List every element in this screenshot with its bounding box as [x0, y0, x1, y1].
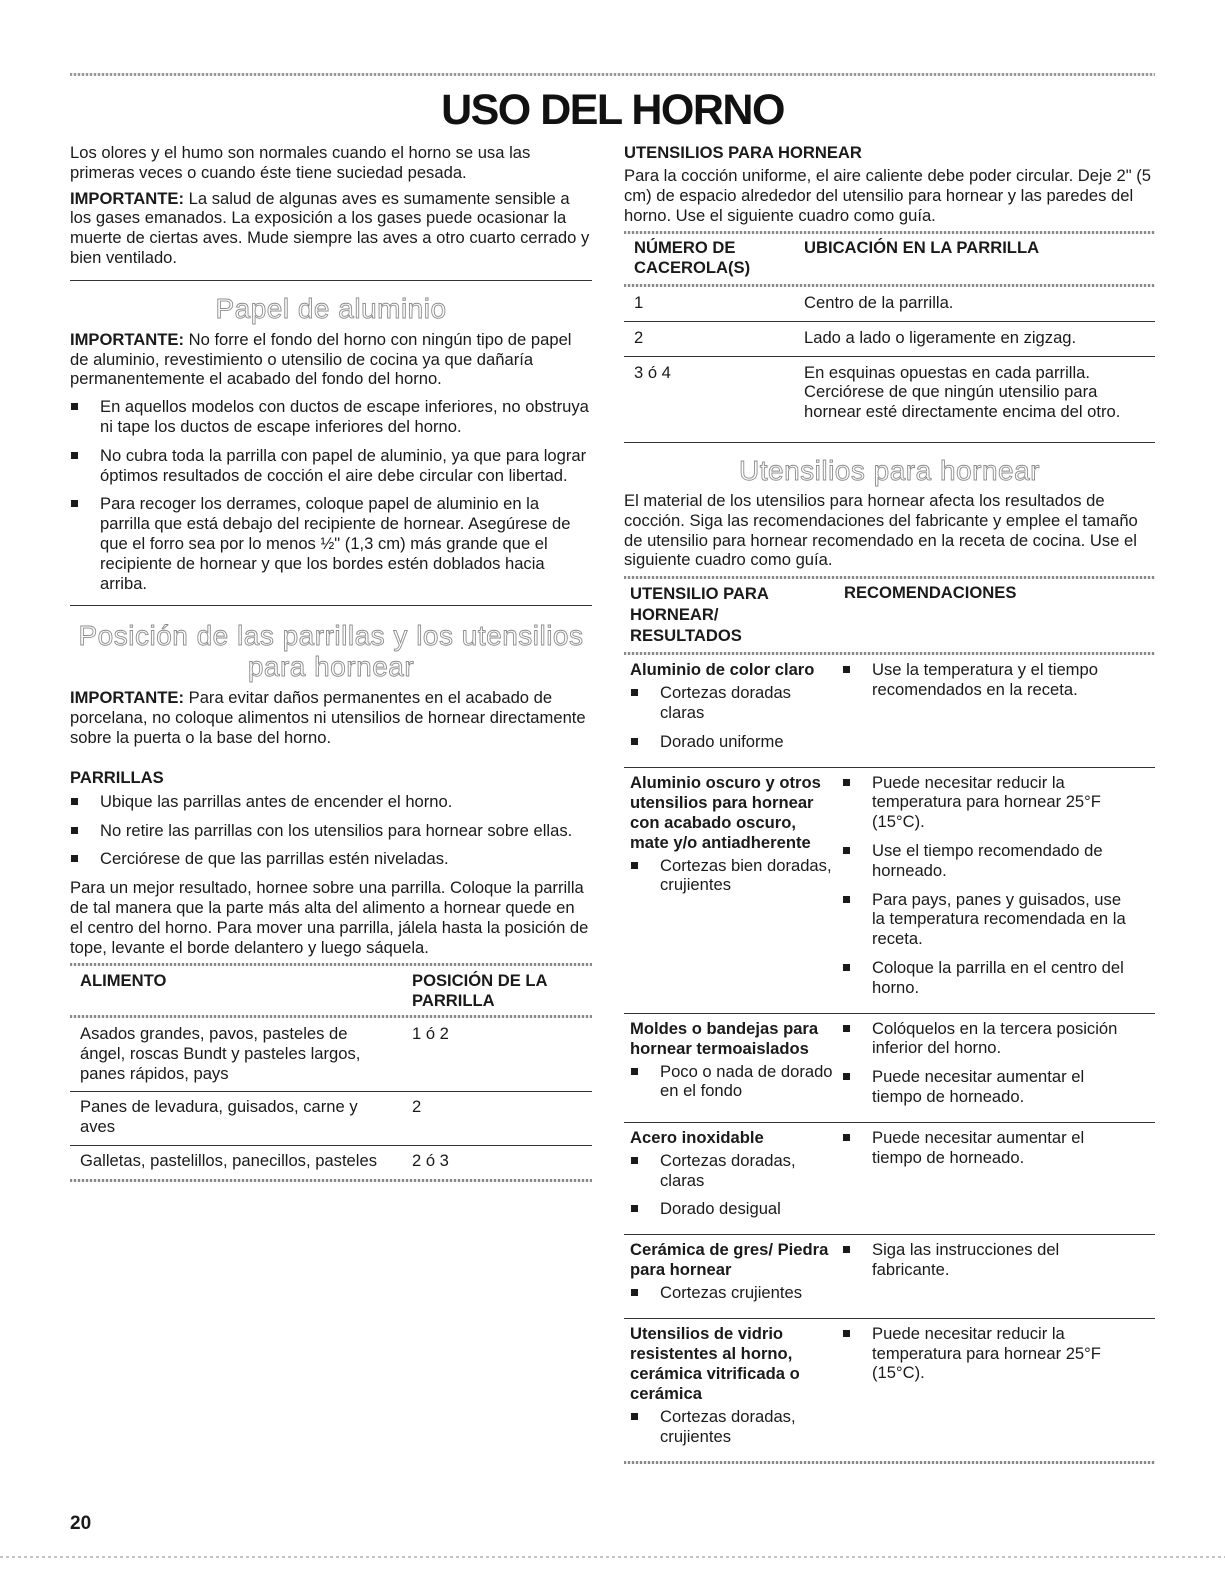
top-dotted-rule — [70, 73, 1155, 76]
list-item: En aquellos modelos con ductos de escape inferiores, no obstruya ni tape los ductos de escape inferiores del horno. — [70, 397, 592, 437]
list-item: Siga las instrucciones del fabricante. — [842, 1240, 1135, 1280]
table-cell: 2 — [412, 1097, 422, 1117]
table-row — [624, 655, 1155, 767]
list-item: Puede necesitar reducir la temperatura para hornear 25°F (15°C). — [842, 773, 1135, 832]
recommendations-list — [842, 660, 1135, 700]
bakeware-table — [624, 579, 1155, 1461]
table-header-cell: POSICIÓN DE LA PARRILLA — [412, 971, 547, 1011]
table-header-cell: NÚMERO DE CACEROLA(S) — [634, 238, 751, 278]
recommendations-list — [842, 1019, 1135, 1107]
list-item: Use la temperatura y el tiempo recomendados en la receta. — [842, 660, 1135, 700]
racks-important-paragraph — [70, 688, 592, 747]
table-row — [624, 287, 1155, 321]
results-list — [630, 1283, 834, 1303]
table-bottom-rule — [624, 1461, 1155, 1464]
table-row — [624, 1319, 1155, 1462]
table-cell: 2 — [634, 327, 644, 347]
table-header-row — [624, 579, 1155, 652]
list-item: Cortezas doradas, claras — [630, 1151, 834, 1191]
table-header-cell: UBICACIÓN EN LA PARRILLA — [804, 238, 1040, 258]
bakeware-name: Aluminio oscuro y otros utensilios para hornear con acabado oscuro, mate y/o antiadherente — [630, 772, 821, 852]
table-cell: 1 ó 2 — [412, 1023, 449, 1043]
foil-important-paragraph — [70, 330, 592, 389]
list-item: Dorado uniforme — [630, 732, 838, 752]
table-cell: 3 ó 4 — [634, 362, 671, 382]
bakeware-paragraph: El material de los utensilios para hornear afecta los resultados de cocción. Siga las recomendaciones del fabricante y emplee el tamaño de utensilio para hornear recomendado en la receta de cocina. Use el siguiente cuadro como guía. — [624, 490, 1138, 570]
bottom-dotted-rule — [0, 1556, 1225, 1558]
important-label: IMPORTANTE: — [70, 688, 184, 708]
bakeware-name: Acero inoxidable — [630, 1127, 764, 1147]
list-item: Para recoger los derrames, coloque papel de aluminio en la parrilla que está debajo del recipiente de hornear. Asegúrese de que el forro sea por lo menos ½" (1,3 cm) más grande que el recipiente de hornear y que los bordes estén doblados hacia arriba. — [70, 494, 592, 593]
bakeware-name: Cerámica de gres/ Piedra para hornear — [630, 1240, 829, 1280]
table-row — [70, 1018, 592, 1092]
list-item: Para pays, panes y guisados, use la temperatura recomendada en la receta. — [842, 890, 1135, 949]
utensils-paragraph: Para la cocción uniforme, el aire caliente debe poder circular. Deje 2" (5 cm) de espacio alrededor del utensilio para hornear y las paredes del horno. Use el siguiente cuadro como guía. — [624, 166, 1152, 225]
table-header-cell: UTENSILIO PARA HORNEAR/ RESULTADOS — [630, 584, 769, 646]
table-row — [624, 1123, 1155, 1235]
right-column — [624, 143, 1155, 1464]
results-list — [630, 856, 834, 896]
page-title: USO DEL HORNO — [441, 86, 784, 134]
table-header-row — [70, 969, 592, 1015]
table-top-rule — [70, 963, 592, 966]
table-row — [624, 322, 1155, 356]
results-list — [630, 1151, 834, 1219]
section-title-foil: Papel de aluminio — [215, 292, 447, 324]
table-header-cell: ALIMENTO — [80, 971, 167, 991]
table-row — [624, 1235, 1155, 1318]
important-label: IMPORTANTE: — [70, 188, 184, 208]
bakeware-name: Utensilios de vidrio resistentes al horno, cerámica vitrificada o cerámica — [630, 1323, 800, 1403]
utensils-heading: UTENSILIOS PARA HORNEAR — [624, 143, 862, 162]
important-label: IMPORTANTE: — [70, 329, 184, 349]
list-item: Dorado desigual — [630, 1199, 834, 1219]
table-bottom-rule — [70, 1179, 592, 1182]
bakeware-name: Moldes o bandejas para hornear termoaislados — [630, 1018, 819, 1058]
list-item: Poco o nada de dorado en el fondo — [630, 1062, 834, 1102]
results-list — [630, 683, 838, 751]
table-cell: 2 ó 3 — [412, 1150, 449, 1170]
food-rack-table — [70, 969, 592, 1178]
table-row — [70, 1092, 592, 1145]
section-title-bakeware: Utensilios para hornear — [739, 454, 1040, 486]
list-item: Cerciórese de que las parrillas estén niveladas. — [70, 849, 592, 869]
list-item: No retire las parrillas con los utensilios para hornear sobre ellas. — [70, 821, 592, 841]
racks-important-text: Para evitar daños permanentes en el acabado de porcelana, no coloque alimentos ni utensilios de hornear directamente sobre la puerta o la base del horno. — [70, 688, 586, 747]
table-cell: Centro de la parrilla. — [804, 292, 954, 312]
list-item: No cubra toda la parrilla con papel de aluminio, ya que para lograr óptimos resultados de cocción el aire debe circular con libertad. — [70, 446, 592, 486]
list-item: Coloque la parrilla en el centro del horno. — [842, 958, 1135, 998]
table-cell: Galletas, pastelillos, panecillos, pasteles — [80, 1150, 378, 1170]
results-list — [630, 1407, 834, 1447]
list-item: Use el tiempo recomendado de horneado. — [842, 841, 1135, 881]
list-item: Cortezas bien doradas, crujientes — [630, 856, 834, 896]
intro-paragraph: Los olores y el humo son normales cuando el horno se usa las primeras veces o cuando éste tiene suciedad pesada. — [70, 143, 531, 182]
recommendations-list — [842, 1240, 1135, 1280]
table-row — [624, 1014, 1155, 1123]
bakeware-name: Aluminio de color claro — [630, 660, 815, 680]
table-cell: 1 — [634, 292, 644, 312]
parrillas-bullet-list — [70, 792, 592, 869]
list-item: Cortezas doradas claras — [630, 683, 838, 723]
table-cell: Asados grandes, pavos, pasteles de ángel, roscas Bundt y pasteles largos, panes rápidos, pays — [80, 1023, 361, 1083]
parrillas-heading: PARRILLAS — [70, 767, 164, 787]
section-title-racks: Posición de las parrillas y los utensilios para hornear — [78, 620, 584, 683]
foil-important-text: No forre el fondo del horno con ningún tipo de papel de aluminio, revestimiento o utensilio de cocina ya que dañaría permanentemente el acabado del fondo del horno. — [70, 329, 572, 389]
recommendations-list — [842, 1324, 1135, 1383]
table-header-row — [624, 234, 1155, 284]
table-cell: Panes de levadura, guisados, carne y aves — [80, 1097, 358, 1137]
table-row — [70, 1146, 592, 1179]
left-column — [70, 143, 592, 1182]
recommendations-list — [842, 773, 1135, 998]
page-number: 20 — [70, 1513, 92, 1534]
parrillas-paragraph: Para un mejor resultado, hornee sobre una parrilla. Coloque la parrilla de tal manera que la parte más alta del alimento a hornear quede en el centro del horno. Para mover una parrilla, jálela hasta la posición de tope, levante el borde delantero y luego sáquela. — [70, 878, 589, 957]
list-item: Puede necesitar aumentar el tiempo de horneado. — [842, 1067, 1135, 1107]
table-row — [624, 768, 1155, 1013]
list-item: Cortezas doradas, crujientes — [630, 1407, 834, 1447]
recommendations-list — [842, 1128, 1135, 1168]
list-item: Ubique las parrillas antes de encender el horno. — [70, 792, 592, 812]
list-item: Puede necesitar reducir la temperatura para hornear 25°F (15°C). — [842, 1324, 1135, 1383]
list-item: Colóquelos en la tercera posición inferior del horno. — [842, 1019, 1135, 1059]
foil-bullet-list — [70, 397, 592, 593]
table-cell: Lado a lado o ligeramente en zigzag. — [804, 327, 1077, 347]
table-row — [624, 357, 1155, 442]
divider — [624, 442, 1155, 443]
table-cell: En esquinas opuestas en cada parrilla. Cerciórese de que ningún utensilio para hornear esté directamente encima del otro. — [804, 362, 1121, 422]
important-text: La salud de algunas aves es sumamente sensible a los gases emanados. La exposición a los gases puede ocasionar la muerte de ciertas aves. Mude siempre las aves a otro cuarto cerrado y bien ventilado. — [70, 188, 590, 267]
pans-table — [624, 234, 1155, 442]
list-item: Cortezas crujientes — [630, 1283, 834, 1303]
divider — [70, 605, 592, 606]
important-paragraph — [70, 189, 592, 268]
list-item: Puede necesitar aumentar el tiempo de horneado. — [842, 1128, 1135, 1168]
results-list — [630, 1062, 834, 1102]
table-header-cell: RECOMENDACIONES — [844, 583, 1017, 603]
divider — [70, 280, 592, 281]
